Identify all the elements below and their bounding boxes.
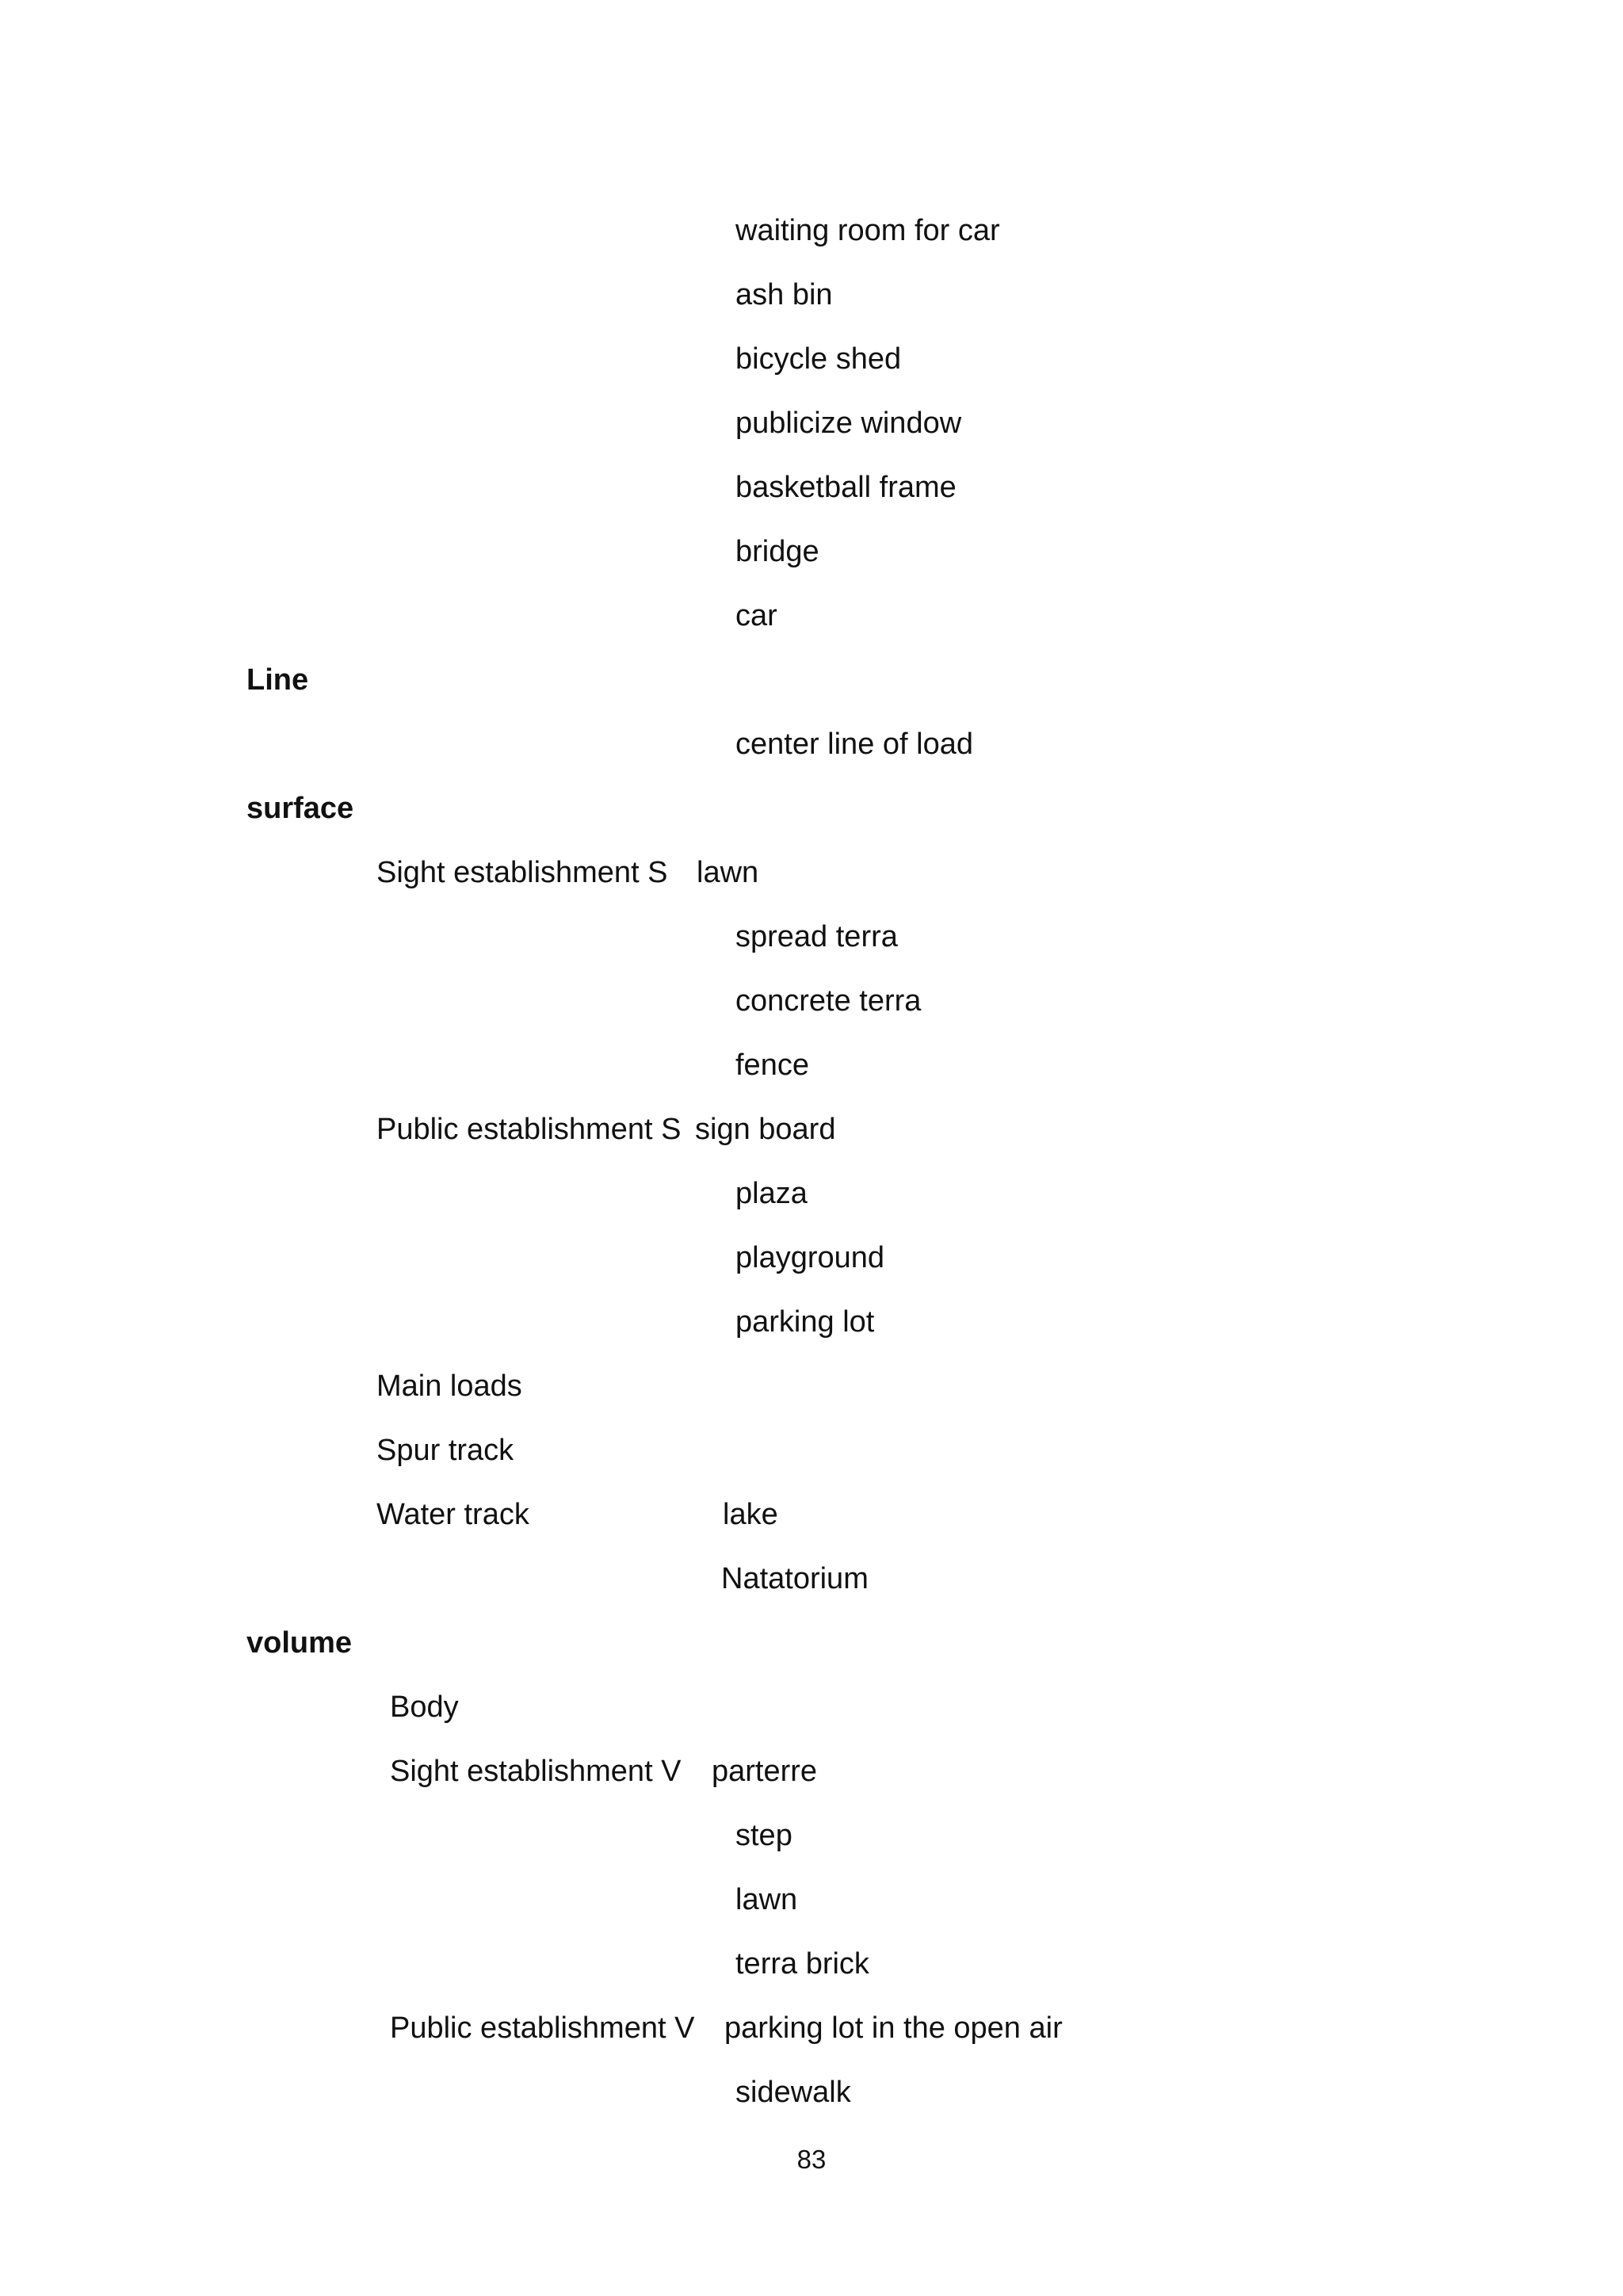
item-lawn-volume: lawn xyxy=(735,1883,798,1916)
item-spread-terra: spread terra xyxy=(735,920,898,953)
item-step: step xyxy=(735,1819,792,1852)
category-sight-establishment-v: Sight establishment V xyxy=(390,1755,682,1788)
item-ash-bin: ash bin xyxy=(735,278,833,311)
heading-surface: surface xyxy=(246,792,354,825)
item-waiting-room-for-car: waiting room for car xyxy=(735,214,1000,247)
item-lake: lake xyxy=(723,1498,778,1531)
item-plaza: plaza xyxy=(735,1177,808,1210)
item-sidewalk: sidewalk xyxy=(735,2076,851,2109)
category-main-loads: Main loads xyxy=(376,1370,522,1403)
item-sign-board: sign board xyxy=(695,1113,836,1146)
category-water-track: Water track xyxy=(376,1498,529,1531)
page-number: 83 xyxy=(796,2145,827,2174)
item-publicize-window: publicize window xyxy=(735,407,962,440)
item-parking-lot-open-air: parking lot in the open air xyxy=(724,2011,1063,2045)
item-terra-brick: terra brick xyxy=(735,1947,869,1981)
item-bicycle-shed: bicycle shed xyxy=(735,342,902,376)
category-spur-track: Spur track xyxy=(376,1434,514,1467)
item-fence: fence xyxy=(735,1049,809,1082)
item-center-line-of-load: center line of load xyxy=(735,728,973,761)
item-natatorium: Natatorium xyxy=(721,1562,869,1595)
category-public-establishment-v: Public establishment V xyxy=(390,2011,695,2045)
item-car: car xyxy=(735,599,777,632)
category-sight-establishment-s: Sight establishment S xyxy=(376,856,668,889)
item-parterre: parterre xyxy=(712,1755,818,1788)
item-basketball-frame: basketball frame xyxy=(735,471,957,504)
category-body: Body xyxy=(390,1690,459,1724)
item-concrete-terra: concrete terra xyxy=(735,984,922,1018)
item-playground: playground xyxy=(735,1241,885,1274)
category-public-establishment-s: Public establishment S xyxy=(376,1113,682,1146)
item-parking-lot: parking lot xyxy=(735,1305,875,1339)
heading-volume: volume xyxy=(246,1626,353,1660)
heading-line: Line xyxy=(246,663,309,697)
item-bridge: bridge xyxy=(735,535,819,568)
item-lawn: lawn xyxy=(697,856,759,889)
